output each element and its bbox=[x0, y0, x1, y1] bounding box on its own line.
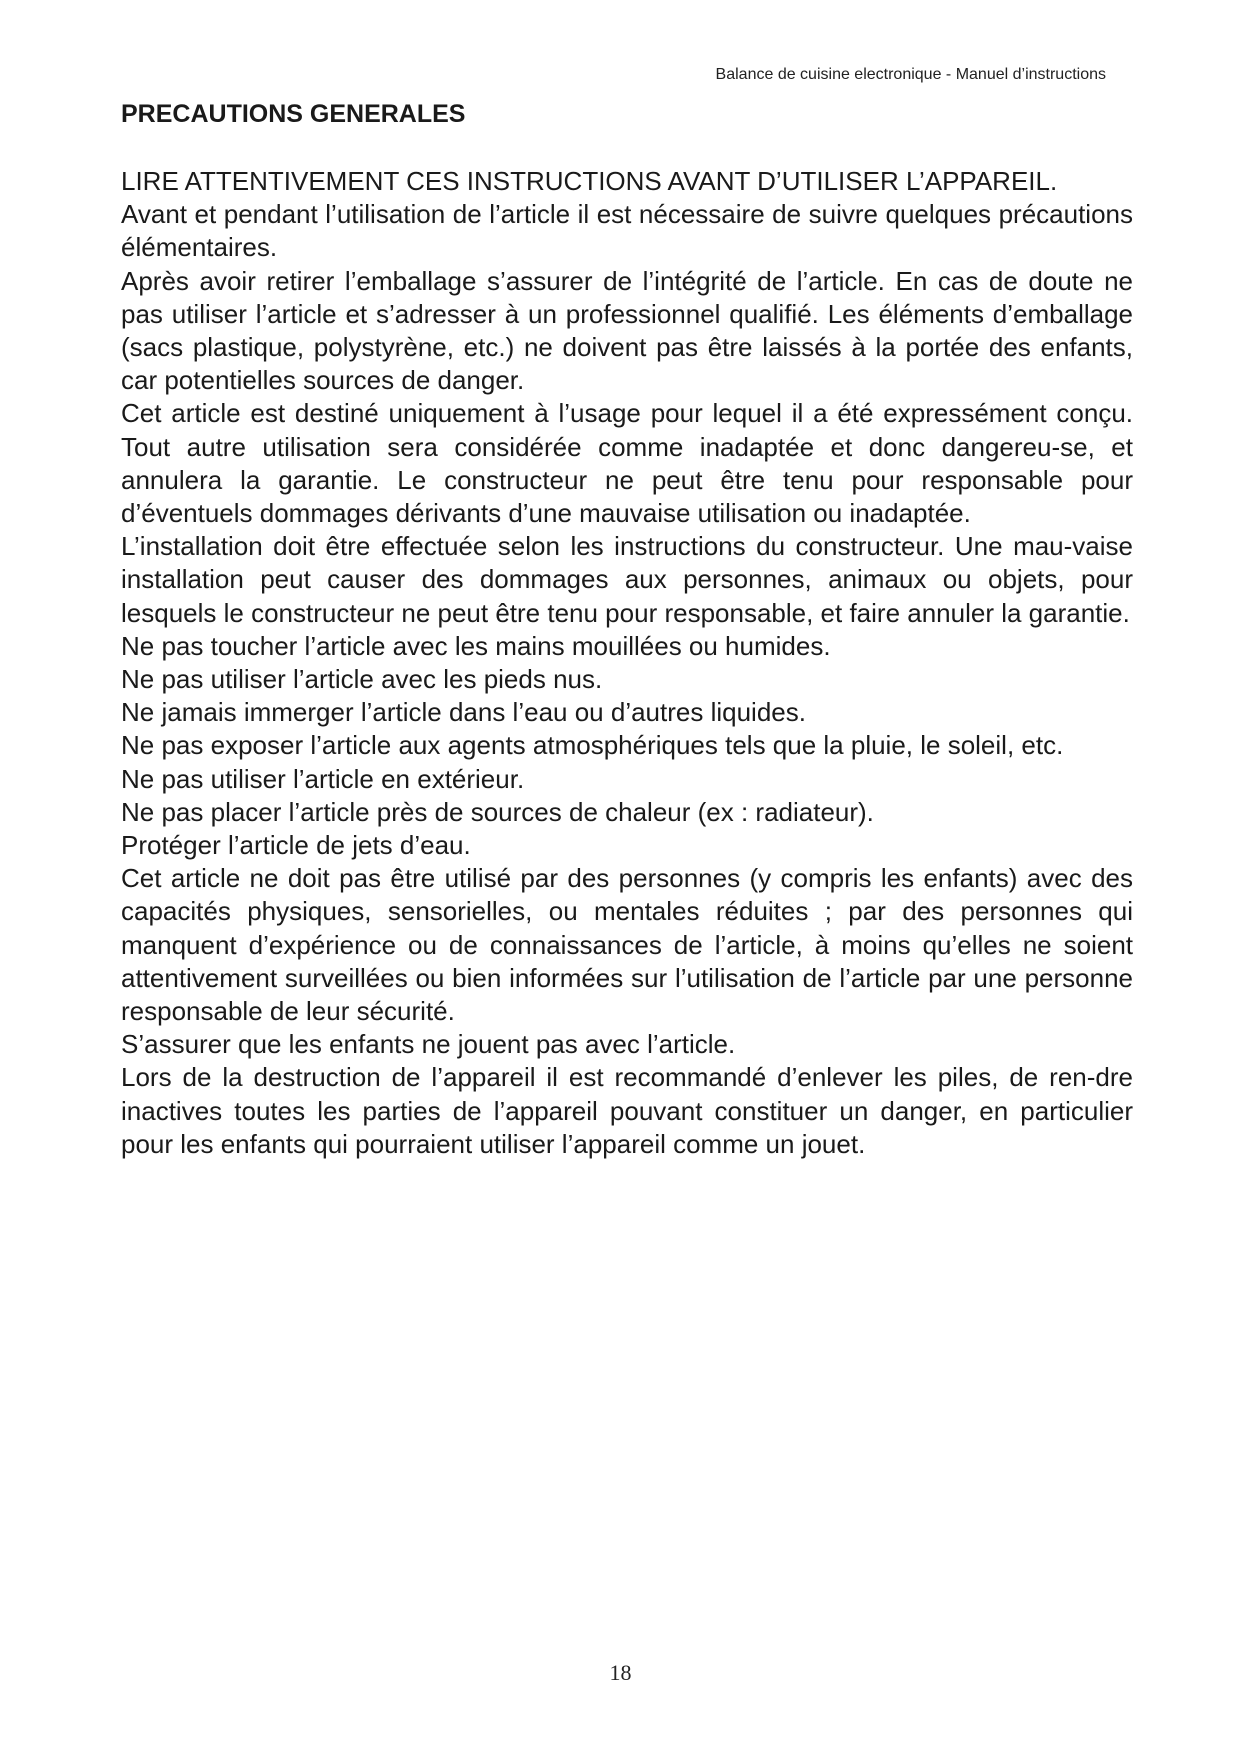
paragraph-bare-feet: Ne pas utiliser l’article avec les pieds nus. bbox=[121, 664, 603, 695]
paragraph-heat-sources: Ne pas placer l’article près de sources de chaleur (ex : radiateur). bbox=[121, 796, 874, 827]
paragraph-intended-use: Cet article est destiné uniquement à l’usage pour lequel il a été expressément conçu. Tout autre utilisation sera considérée comme inadaptée et donc dangereu-se, et annulera la garantie. Le constructeur ne peut être tenu pour responsable pour d’éventuels dommages dérivants d’une mauvaise utilisation ou inadaptée. bbox=[121, 398, 1133, 529]
paragraph-children-play: S’assurer que les enfants ne jouent pas avec l’article. bbox=[121, 1029, 736, 1060]
paragraph-precautions-intro: Avant et pendant l’utilisation de l’article il est nécessaire de suivre quelques précautions élémentaires. bbox=[121, 199, 1133, 263]
precautions-body bbox=[121, 165, 1133, 1161]
paragraph-installation: L’installation doit être effectuée selon les instructions du constructeur. Une mau-vaise installation peut causer des dommages aux personnes, animaux ou objets, pour lesquels le constructeur ne peut être tenu pour responsable, et faire annuler la garantie. bbox=[121, 531, 1133, 628]
running-header: Balance de cuisine electronique - Manuel d’instructions bbox=[715, 66, 1106, 83]
paragraph-water-jets: Protéger l’article de jets d’eau. bbox=[121, 830, 471, 861]
paragraph-disposal: Lors de la destruction de l’appareil il est recommandé d’enlever les piles, de ren-dre inactives toutes les parties de l’appareil pouvant constituer un danger, en particulier pour les enfants qui pourraient utiliser l’appareil comme un jouet. bbox=[121, 1062, 1133, 1159]
paragraph-packaging: Après avoir retirer l’emballage s’assurer de l’intégrité de l’article. En cas de doute ne pas utiliser l’article et s’adresser à un professionnel qualifié. Les éléments d’emballage (sacs plastique, polystyrène, etc.) ne doivent pas être laissés à la portée des enfants, car potentielles sources de danger. bbox=[121, 265, 1133, 396]
paragraph-warning-read: LIRE ATTENTIVEMENT CES INSTRUCTIONS AVANT D’UTILISER L’APPAREIL. bbox=[121, 166, 1058, 196]
paragraph-reduced-capacities: Cet article ne doit pas être utilisé par des personnes (y compris les enfants) avec des capacités physiques, sensorielles, ou mentales réduites ; par des personnes qui manquent d’expérience ou de connaissances de l’article, à moins qu’elles ne soient attentivement surveillées ou bien informées sur l’utilisation de l’article par une personne responsable de leur sécurité. bbox=[121, 863, 1133, 1027]
paragraph-immersion: Ne jamais immerger l’article dans l’eau ou d’autres liquides. bbox=[121, 697, 806, 728]
paragraph-wet-hands: Ne pas toucher l’article avec les mains mouillées ou humides. bbox=[121, 630, 831, 661]
page-number: 18 bbox=[609, 1660, 632, 1685]
paragraph-outdoor: Ne pas utiliser l’article en extérieur. bbox=[121, 763, 525, 794]
section-title: PRECAUTIONS GENERALES bbox=[121, 100, 466, 128]
paragraph-weather: Ne pas exposer l’article aux agents atmosphériques tels que la pluie, le soleil, etc. bbox=[121, 730, 1064, 761]
